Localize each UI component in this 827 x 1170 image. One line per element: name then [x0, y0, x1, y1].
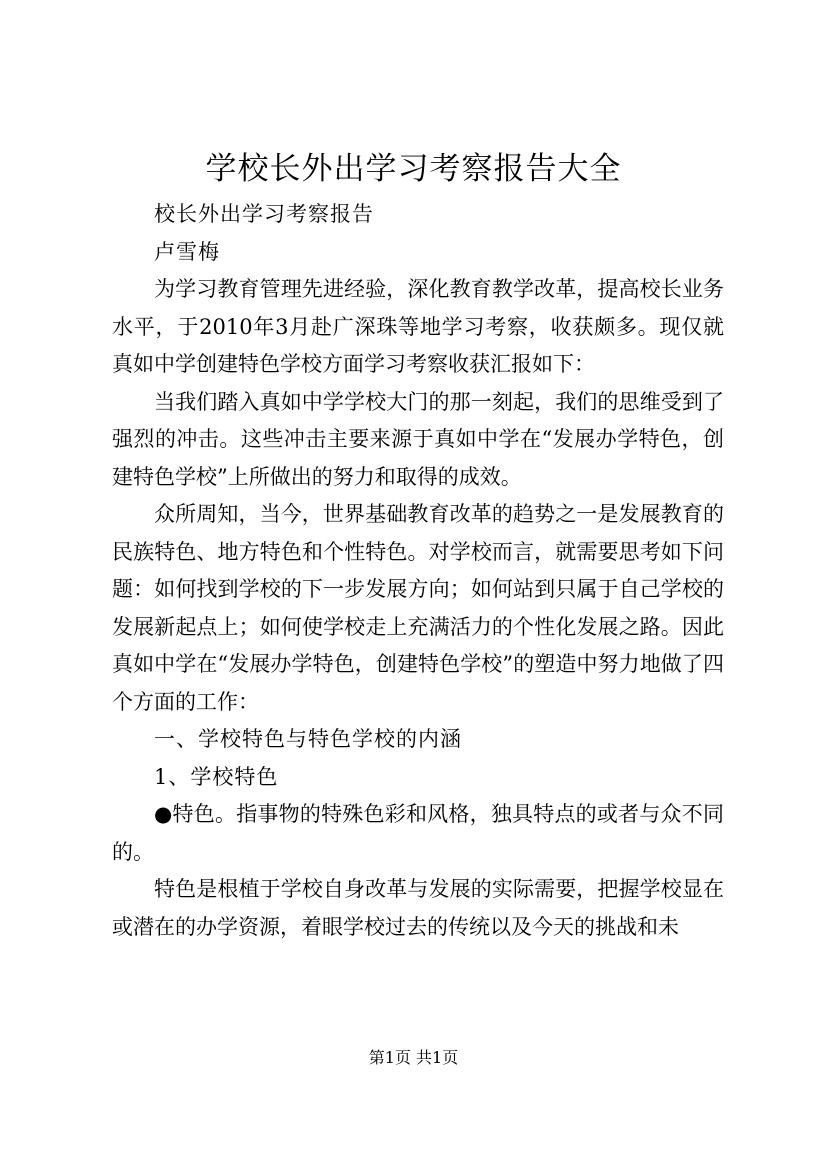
impression-paragraph: 当我们踏入真如中学学校大门的那一刻起，我们的思维受到了强烈的冲击。这些冲击主要来源于真如中学在“发展办学特色，创建特色学校”上所做出的努力和取得的成效。 [112, 389, 724, 489]
context-paragraph: 众所周知，当今，世界基础教育改革的趋势之一是发展教育的民族特色、地方特色和个性特色。对学校而言，就需要思考如下问题：如何找到学校的下一步发展方向；如何站到只属于自己学校的发展新起点上；如何使学校走上充满活力的个性化发展之路。因此真如中学在“发展办学特色，创建特色学校”的塑造中努力地做了四个方面的工作： [112, 502, 724, 714]
definition-paragraph: ●特色。指事物的特殊色彩和风格，独具特点的或者与众不同的。 [112, 802, 724, 864]
document-body [112, 196, 724, 946]
intro-paragraph: 为学习教育管理先进经验，深化教育教学改革，提高校长业务水平，于2010年3月赴广深珠等地学习考察，收获颇多。现仅就真如中学创建特色学校方面学习考察收获汇报如下： [112, 277, 724, 376]
subsection-heading: 1、学校特色 [154, 764, 279, 789]
author-name: 卢雪梅 [154, 239, 220, 264]
page-number-footer: 第1页 共1页 [368, 1048, 459, 1067]
last-paragraph: 特色是根植于学校自身改革与发展的实际需要，把握学校显在或潜在的办学资源，着眼学校过去的传统以及今天的挑战和未 [112, 877, 724, 939]
report-subtitle: 校长外出学习考察报告 [154, 202, 374, 226]
document-title: 学校长外出学习考察报告大全 [205, 151, 622, 187]
section-heading: 一、学校特色与特色学校的内涵 [154, 727, 462, 751]
